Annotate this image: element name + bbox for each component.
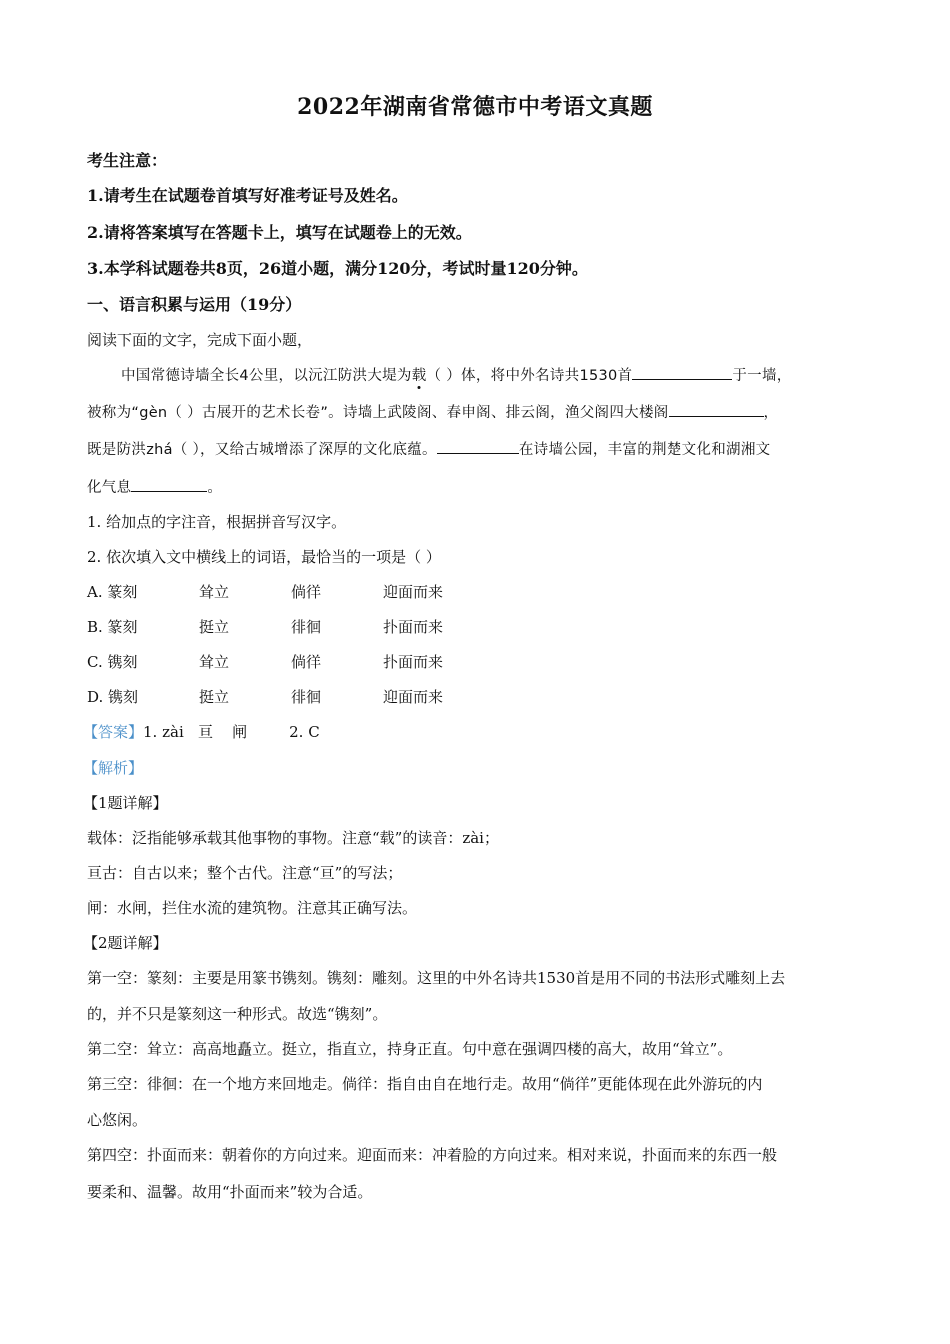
blank-3: [437, 439, 519, 454]
detail-2-line-2: 的，并不只是篆刻这一种形式。故选“镌刻”。: [87, 1005, 388, 1023]
option-c-word3: 倘徉: [291, 653, 322, 671]
notice-item-2: 2.请将答案填写在答题卡上，填写在试题卷上的无效。: [87, 223, 472, 242]
option-b-word4: 扑面而来: [383, 618, 444, 636]
option-b-word2: 挺立: [199, 618, 230, 636]
option-a-label: A. 篆刻: [87, 583, 138, 601]
option-c-word2: 耸立: [199, 653, 230, 671]
option-d-word4: 迎面而来: [383, 688, 444, 706]
notice-heading: 考生注意：: [87, 151, 168, 170]
blank-1: [632, 365, 732, 380]
detail-2-line-3: 第二空：耸立：高高地矗立。挺立，指直立，持身正直。句中意在强调四楼的高大，故用“耸立”。: [87, 1040, 733, 1058]
option-d-word3: 徘徊: [291, 688, 322, 706]
answer-tag: 【答案】: [83, 723, 144, 741]
option-d-label: D. 镌刻: [87, 688, 139, 706]
answer-2: 2. C: [289, 723, 320, 741]
detail-2-heading: 【2题详解】: [83, 934, 168, 952]
page-title: 2022年湖南省常德市中考语文真题: [297, 94, 653, 120]
notice-item-3: 3.本学科试题卷共8页，26道小题，满分120分，考试时量120分钟。: [87, 259, 588, 278]
option-b-label: B. 篆刻: [87, 618, 138, 636]
answer-line: [83, 721, 320, 742]
answer-1: 1. zài 亘 闸: [143, 723, 248, 741]
detail-2-line-5: 心悠闲。: [87, 1111, 148, 1129]
passage-line-4: 化气息 。: [87, 476, 222, 497]
detail-2-line-6: 第四空：扑面而来：朝着你的方向过来。迎面而来：冲着脸的方向过来。相对来说，扑面而来的东西一般: [87, 1146, 778, 1164]
option-a-word4: 迎面而来: [383, 583, 444, 601]
detail-2-line-7: 要柔和、温馨。故用“扑面而来”较为合适。: [87, 1183, 373, 1201]
analysis-tag: 【解析】: [83, 759, 144, 777]
option-b-word3: 徘徊: [291, 618, 322, 636]
option-c-word4: 扑面而来: [383, 653, 444, 671]
detail-1-line-2: 亘古：自古以来；整个古代。注意“亘”的写法；: [87, 864, 403, 882]
passage-line-1: 中国常德诗墙全长4公里，以沅江防洪大堤为载（ ）体，将中外名诗共1530首 于一墙，: [121, 364, 792, 385]
section-heading: 一、语言积累与运用（19分）: [87, 295, 302, 314]
question-1: 1. 给加点的字注音，根据拼音写汉字。: [87, 513, 347, 531]
blank-4: [131, 477, 207, 492]
dotted-char: 载: [411, 368, 427, 384]
question-2: 2. 依次填入文中横线上的词语，最恰当的一项是（ ）: [87, 548, 441, 566]
reading-intro: 阅读下面的文字，完成下面小题，: [87, 331, 313, 349]
option-a-word3: 倘徉: [291, 583, 322, 601]
detail-1-heading: 【1题详解】: [83, 794, 168, 812]
detail-1-line-1: 载体：泛指能够承载其他事物的事物。注意“载”的读音：zài；: [87, 829, 499, 847]
detail-2-line-1: 第一空：篆刻：主要是用篆书镌刻。镌刻：雕刻。这里的中外名诗共1530首是用不同的书法形式雕刻上去: [87, 969, 786, 987]
option-a-word2: 耸立: [199, 583, 230, 601]
detail-2-line-4: 第三空：徘徊：在一个地方来回地走。倘徉：指自由自在地行走。故用“倘徉”更能体现在此外游玩的内: [87, 1075, 763, 1093]
option-d-word2: 挺立: [199, 688, 230, 706]
passage-line-3: 既是防洪zhá（ ），又给古城增添了深厚的文化底蕴。 在诗墙公园，丰富的荆楚文化和湖湘文: [87, 438, 770, 459]
notice-item-1: 1.请考生在试题卷首填写好准考证号及姓名。: [87, 186, 408, 205]
detail-1-line-3: 闸：水闸，拦住水流的建筑物。注意其正确写法。: [87, 899, 418, 917]
passage-line-2: 被称为“gèn（ ）古展开的艺术长卷”。诗墙上武陵阁、春申阁、排云阁，渔父阁四大楼阁 ，: [87, 401, 778, 422]
blank-2: [669, 402, 764, 417]
option-c-label: C. 镌刻: [87, 653, 138, 671]
